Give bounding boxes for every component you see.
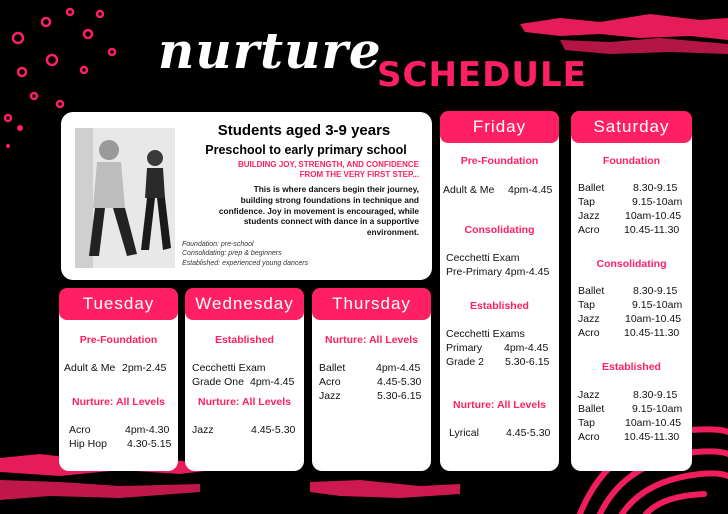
class-time: 4.45-5.30 [251,424,296,436]
class-time: 9.15-10am [632,196,683,208]
class-name: Hip Hop [69,438,107,450]
tagline-line: BUILDING JOY, STRENGTH, AND CONFIDENCE [237,160,419,169]
class-name: Jazz [578,389,600,401]
class-time: 4pm-4.45 [250,376,295,388]
class-name: Acro [578,431,600,443]
class-time: 5.30-6.15 [377,390,422,402]
description-line: confidence. Joy in movement is encouraged, while [218,205,419,216]
tagline-line: FROM THE VERY FIRST STEP... [299,170,419,179]
class-time: 4pm-4.45 [508,184,553,196]
dancers-photo [75,128,175,268]
intro-text [179,122,419,238]
level-heading: Established [470,300,529,312]
class-name: Grade 2 [446,356,484,368]
class-name: Tap [578,417,595,429]
day-card-friday [440,111,559,471]
level-heading: Consolidating [464,224,535,236]
class-time: 2pm-2.45 [122,362,167,374]
class-time: 4pm-4.45 [376,362,421,374]
level-heading: Foundation [602,155,661,167]
class-name: Ballet [578,285,605,297]
class-time: 9.15-10am [632,299,683,311]
class-time: 10.45-11.30 [624,327,680,339]
level-heading: Pre-Foundation [79,334,158,346]
class-time: 8.30-9.15 [633,389,678,401]
day-header-tuesday: Tuesday [59,288,178,320]
description-line: environment. [366,227,419,238]
class-time: 10am-10.45 [625,417,682,429]
intro-heading: Students aged 3-9 years [217,122,391,139]
class-name: Tap [578,196,595,208]
day-header-wednesday: Wednesday [185,288,304,320]
level-heading: Established [602,361,661,373]
description-line: This is where dancers begin their journey, [253,184,419,194]
class-time: 10.45-11.30 [624,224,680,236]
class-time: 4pm-4.30 [125,424,170,436]
day-card-wednesday [185,288,304,471]
description-line: students connect with dance in a supportive [243,216,419,227]
class-time: 9.15-10am [632,403,683,415]
class-name: Jazz [578,313,600,325]
class-time: 8.30-9.15 [633,182,678,194]
class-name: Adult & Me [64,362,116,374]
intro-subheading: Preschool to early primary school [205,143,407,157]
day-card-thursday [312,288,431,471]
class-time: 4.45-5.30 [377,376,422,388]
level-legend [182,240,308,268]
legend-established: Established: experienced young dancers [182,259,309,267]
class-time: 8.30-9.15 [633,285,678,297]
day-header-saturday: Saturday [571,111,692,143]
class-time: 10.45-11.30 [624,431,680,443]
class-name: Acro [578,327,600,339]
title-nurture [158,21,382,80]
title-schedule: SCHEDULE [377,55,587,95]
intro-tagline [179,160,419,180]
level-heading: Nurture: All Levels [453,399,546,411]
day-card-tuesday [59,288,178,471]
class-name: Acro [69,424,91,436]
class-name: Jazz [319,390,341,402]
class-name: Ballet [319,362,346,374]
class-time: 4.30-5.15 [127,438,172,450]
class-name: Cecchetti Exam [192,362,266,374]
class-name: Jazz [192,424,214,436]
intro-description [179,184,419,238]
class-time: 4pm-4.45 [504,342,549,354]
legend-foundation: Foundation: pre-school [182,241,254,248]
description-line: building strong foundations in technique and [240,194,419,205]
class-name: Ballet [578,403,605,415]
class-time: 4.45-5.30 [506,427,551,439]
class-name: Jazz [578,210,600,222]
class-name: Cecchetti Exams [446,328,525,340]
class-time: 5.30-6.15 [505,356,550,368]
title-word-nurture: nurture [158,21,382,80]
level-heading: Nurture: All Levels [198,396,291,408]
day-header-friday: Friday [440,111,559,143]
class-time: 10am-10.45 [625,313,682,325]
level-heading: Nurture: All Levels [325,334,418,346]
level-heading: Nurture: All Levels [72,396,165,408]
class-name: Ballet [578,182,605,194]
day-card-saturday [571,111,692,471]
class-name: Grade One [192,376,244,388]
class-name: Pre-Primary 4pm-4.45 [446,266,550,278]
level-heading: Pre-Foundation [460,155,539,167]
class-name: Adult & Me [443,184,495,196]
level-heading: Established [215,334,274,346]
class-name: Lyrical [449,427,479,439]
intro-card [61,112,432,280]
class-name: Acro [319,376,341,388]
class-name: Tap [578,299,595,311]
legend-consolidating: Consolidating: prep & beginners [182,250,282,258]
day-header-thursday: Thursday [312,288,431,320]
level-heading: Consolidating [596,258,667,270]
class-name: Acro [578,224,600,236]
class-name: Primary [446,342,483,354]
class-name: Cecchetti Exam [446,252,520,264]
class-time: 10am-10.45 [625,210,682,222]
